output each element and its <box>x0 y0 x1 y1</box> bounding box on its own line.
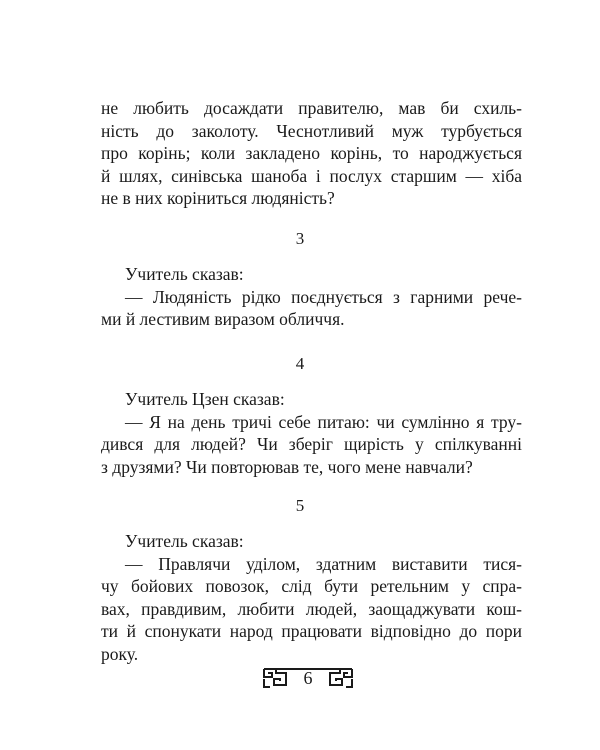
text-line: — Правлячи уділом, здатним виставити тися- <box>125 553 522 574</box>
text-line: ність до заколоту. Чеснотливий муж турбується <box>101 120 522 141</box>
section-5 <box>101 530 522 665</box>
text-line: дився для людей? Чи зберіг щирість у спілкуванні <box>101 434 522 454</box>
text-line: Учитель сказав: <box>125 531 244 551</box>
section-number: 5 <box>295 496 305 515</box>
text-line: — Я на день тричі себе питаю: чи сумлінно я тру- <box>125 411 522 432</box>
page-folio <box>262 667 354 691</box>
paragraph-continued <box>101 97 522 210</box>
section-3 <box>101 263 522 331</box>
text-line: Учитель Цзен сказав: <box>125 389 285 409</box>
text-line: ти й спонукати народ працювати відповідно до пори <box>101 621 522 641</box>
text-line: — Людяність рідко поєднується з гарними рече- <box>125 286 522 307</box>
text-line: року. <box>101 643 139 664</box>
page-number: 6 <box>303 668 313 688</box>
text-line: не любить досаждати правителю, мав би схиль- <box>101 98 522 118</box>
text-line: ми й лестивим виразом обличчя. <box>101 309 345 329</box>
text-line: й шлях, синівська шаноба і послух старшим — хіба <box>101 165 522 186</box>
section-number: 4 <box>295 354 305 373</box>
text-line: чу бойових повозок, слід бути ретельним у спра- <box>101 576 522 596</box>
section-4 <box>101 388 522 478</box>
text-line: вах, правдивим, любити людей, заощаджувати кош- <box>101 598 522 619</box>
text-line: не в них коріниться людяність? <box>101 188 335 208</box>
text-line: про корінь; коли закладено корінь, то народжується <box>101 143 522 163</box>
text-line: Учитель сказав: <box>125 264 244 284</box>
text-line: з друзями? Чи повторював те, чого мене навчали? <box>101 456 473 477</box>
section-number: 3 <box>295 229 305 248</box>
